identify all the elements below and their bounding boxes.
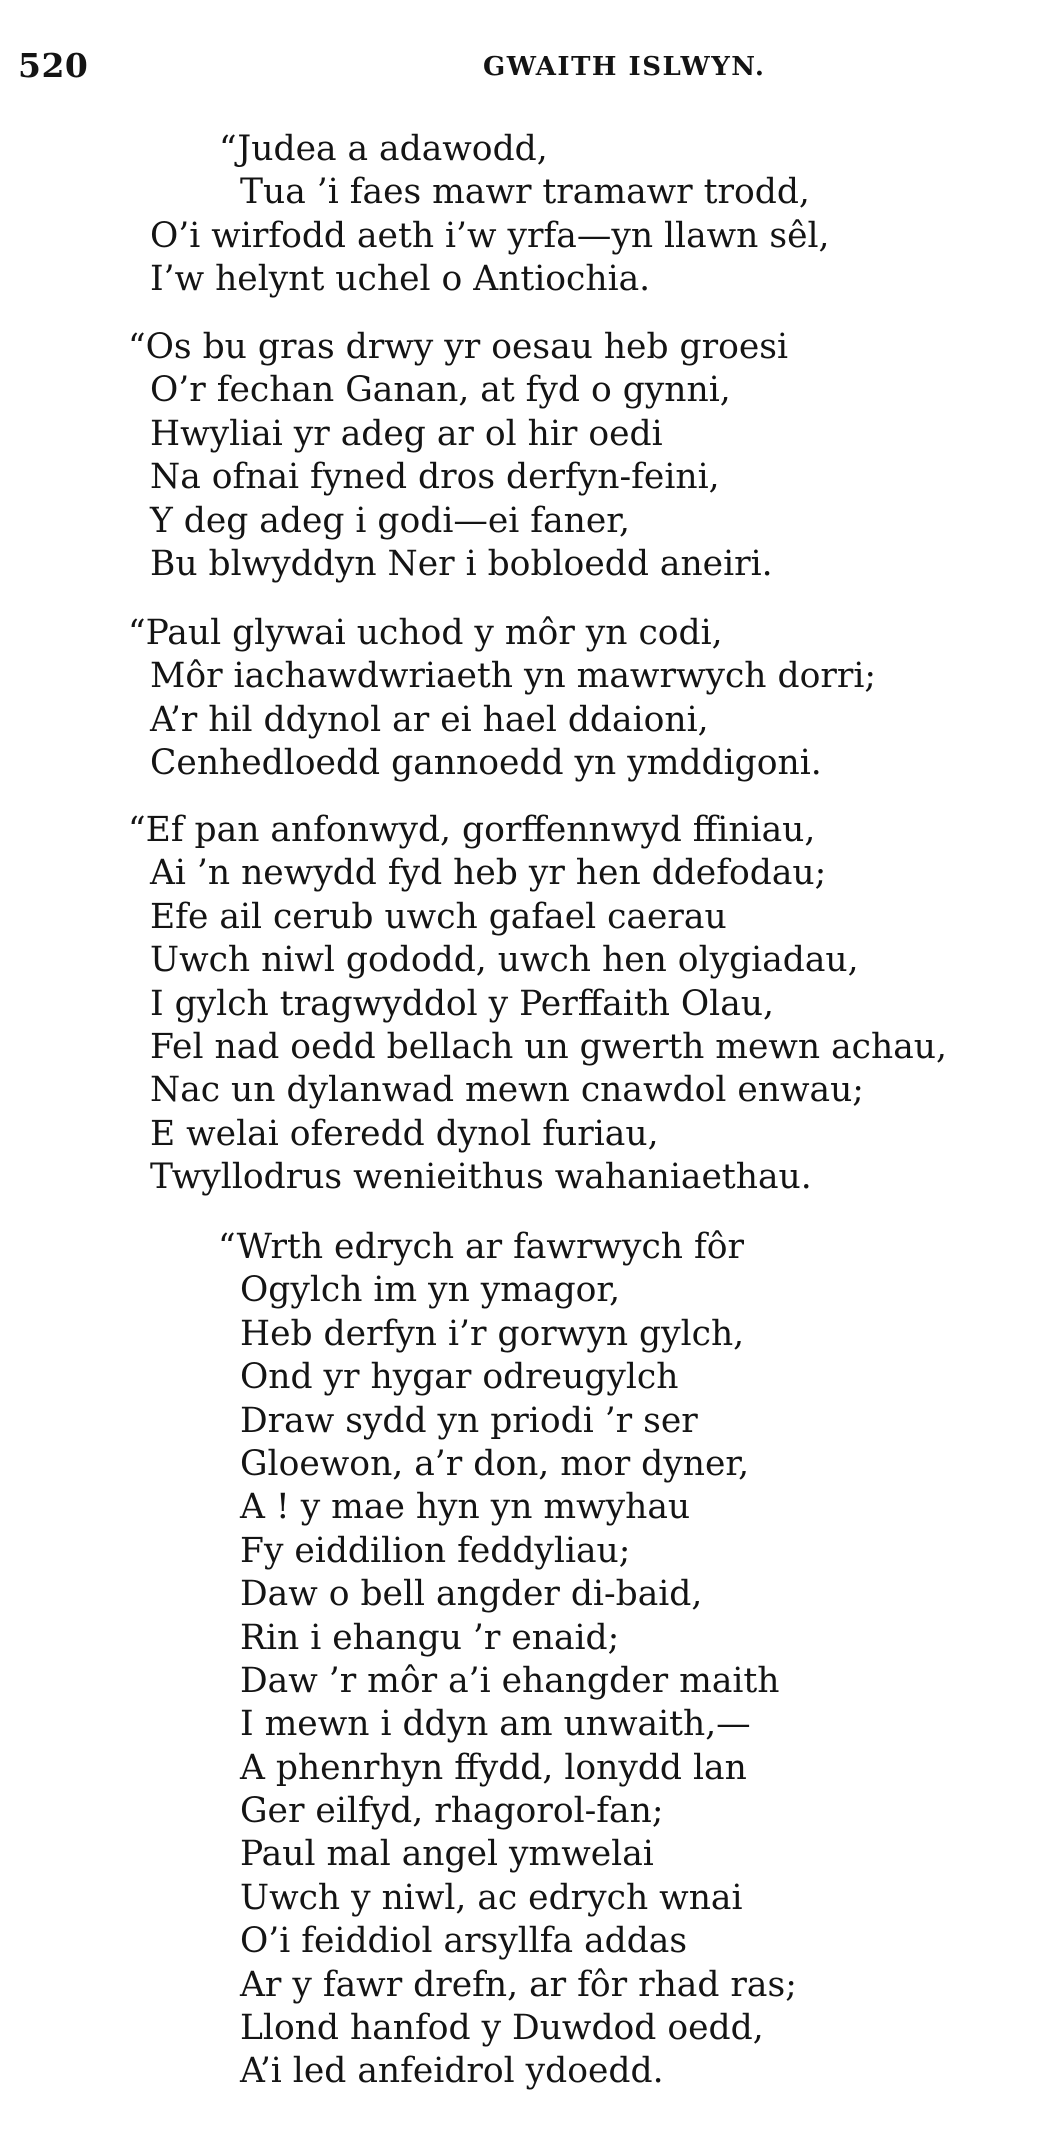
verse-line: Heb derfyn i’r gorwyn gylch,: [240, 1313, 745, 1354]
verse-line: Ai ’n newydd fyd heb yr hen ddefodau;: [150, 853, 827, 894]
verse-line: Ar y fawr drefn, ar fôr rhad ras;: [240, 1964, 797, 2005]
verse-line: A’r hil ddynol ar ei hael ddaioni,: [150, 699, 709, 740]
verse-line: Paul mal angel ymwelai: [240, 1834, 654, 1875]
verse-line: “Wrth edrych ar fawrwych fôr: [218, 1227, 744, 1267]
verse-line: A phenrhyn ffydd, lonydd lan: [240, 1747, 747, 1788]
verse-line: O’i feiddiol arsyllfa addas: [240, 1921, 688, 1962]
verse-line: Hwyliai yr adeg ar ol hir oedi: [150, 413, 663, 454]
verse-line: I’w helynt uchel o Antiochia.: [150, 259, 651, 300]
stanza: [0, 1226, 797, 2094]
verse-line: Bu blwyddyn Ner i bobloedd aneiri.: [150, 543, 773, 584]
stanza: [0, 809, 947, 1200]
verse-line: E welai oferedd dynol furiau,: [150, 1113, 659, 1154]
verse-line: Cenhedloedd gannoedd yn ymddigoni.: [150, 743, 822, 784]
verse-line: “Os bu gras drwy yr oesau heb groesi: [128, 327, 789, 367]
page-header: [18, 46, 1003, 92]
stanza: [0, 326, 788, 586]
verse-line: “Judea a adawodd,: [219, 129, 548, 169]
verse-line: Draw sydd yn priodi ’r ser: [240, 1400, 698, 1441]
verse-line: Llond hanfod y Duwdod oedd,: [240, 2008, 764, 2049]
verse-line: Ogylch im yn ymagor,: [240, 1270, 621, 1311]
verse-line: Daw o bell angder di-baid,: [240, 1574, 703, 1615]
stanza: [0, 128, 830, 302]
verse-line: Nac un dylanwad mewn cnawdol enwau;: [150, 1070, 864, 1111]
stanza: [0, 612, 876, 786]
page-number: 520: [18, 46, 89, 85]
verse-line: “Paul glywai uchod y môr yn codi,: [128, 613, 723, 653]
verse-line: Uwch niwl gododd, uwch hen olygiadau,: [150, 940, 859, 981]
verse-line: I gylch tragwyddol y Perffaith Olau,: [150, 983, 774, 1024]
verse-line: Môr iachawdwriaeth yn mawrwych dorri;: [150, 656, 876, 697]
verse-line: A ! y mae hyn yn mwyhau: [240, 1487, 691, 1528]
verse-line: Uwch y niwl, ac edrych wnai: [240, 1877, 743, 1918]
verse-line: Ond yr hygar odreugylch: [240, 1357, 679, 1398]
verse-line: Twyllodrus wenieithus wahaniaethau.: [150, 1157, 812, 1198]
verse-line: Fy eiddilion feddyliau;: [240, 1530, 631, 1571]
verse-line: Rin i ehangu ’r enaid;: [240, 1617, 620, 1658]
verse-line: O’r fechan Ganan, at fyd o gynni,: [150, 370, 731, 411]
verse-line: Efe ail cerub uwch gafael caerau: [150, 896, 727, 937]
verse-line: Y deg adeg i godi—ei faner,: [150, 500, 630, 541]
verse-line: O’i wirfodd aeth i’w yrfa—yn llawn sêl,: [150, 215, 830, 256]
verse-line: A’i led anfeidrol ydoedd.: [240, 2051, 664, 2092]
verse-line: Tua ’i faes mawr tramawr trodd,: [240, 172, 810, 213]
verse-line: Ger eilfyd, rhagorol-fan;: [240, 1791, 664, 1832]
verse-line: Daw ’r môr a’i ehangder maith: [240, 1660, 780, 1701]
verse-line: I mewn i ddyn am unwaith,—: [240, 1704, 751, 1745]
verse-line: “Ef pan anfonwyd, gorffennwyd ffiniau,: [128, 810, 816, 850]
running-title: GWAITH ISLWYN.: [483, 52, 766, 82]
verse-line: Fel nad oedd bellach un gwerth mewn achau,: [150, 1026, 947, 1067]
verse-line: Gloewon, a’r don, mor dyner,: [240, 1443, 750, 1484]
verse-line: Na ofnai fyned dros derfyn-feini,: [150, 457, 720, 498]
